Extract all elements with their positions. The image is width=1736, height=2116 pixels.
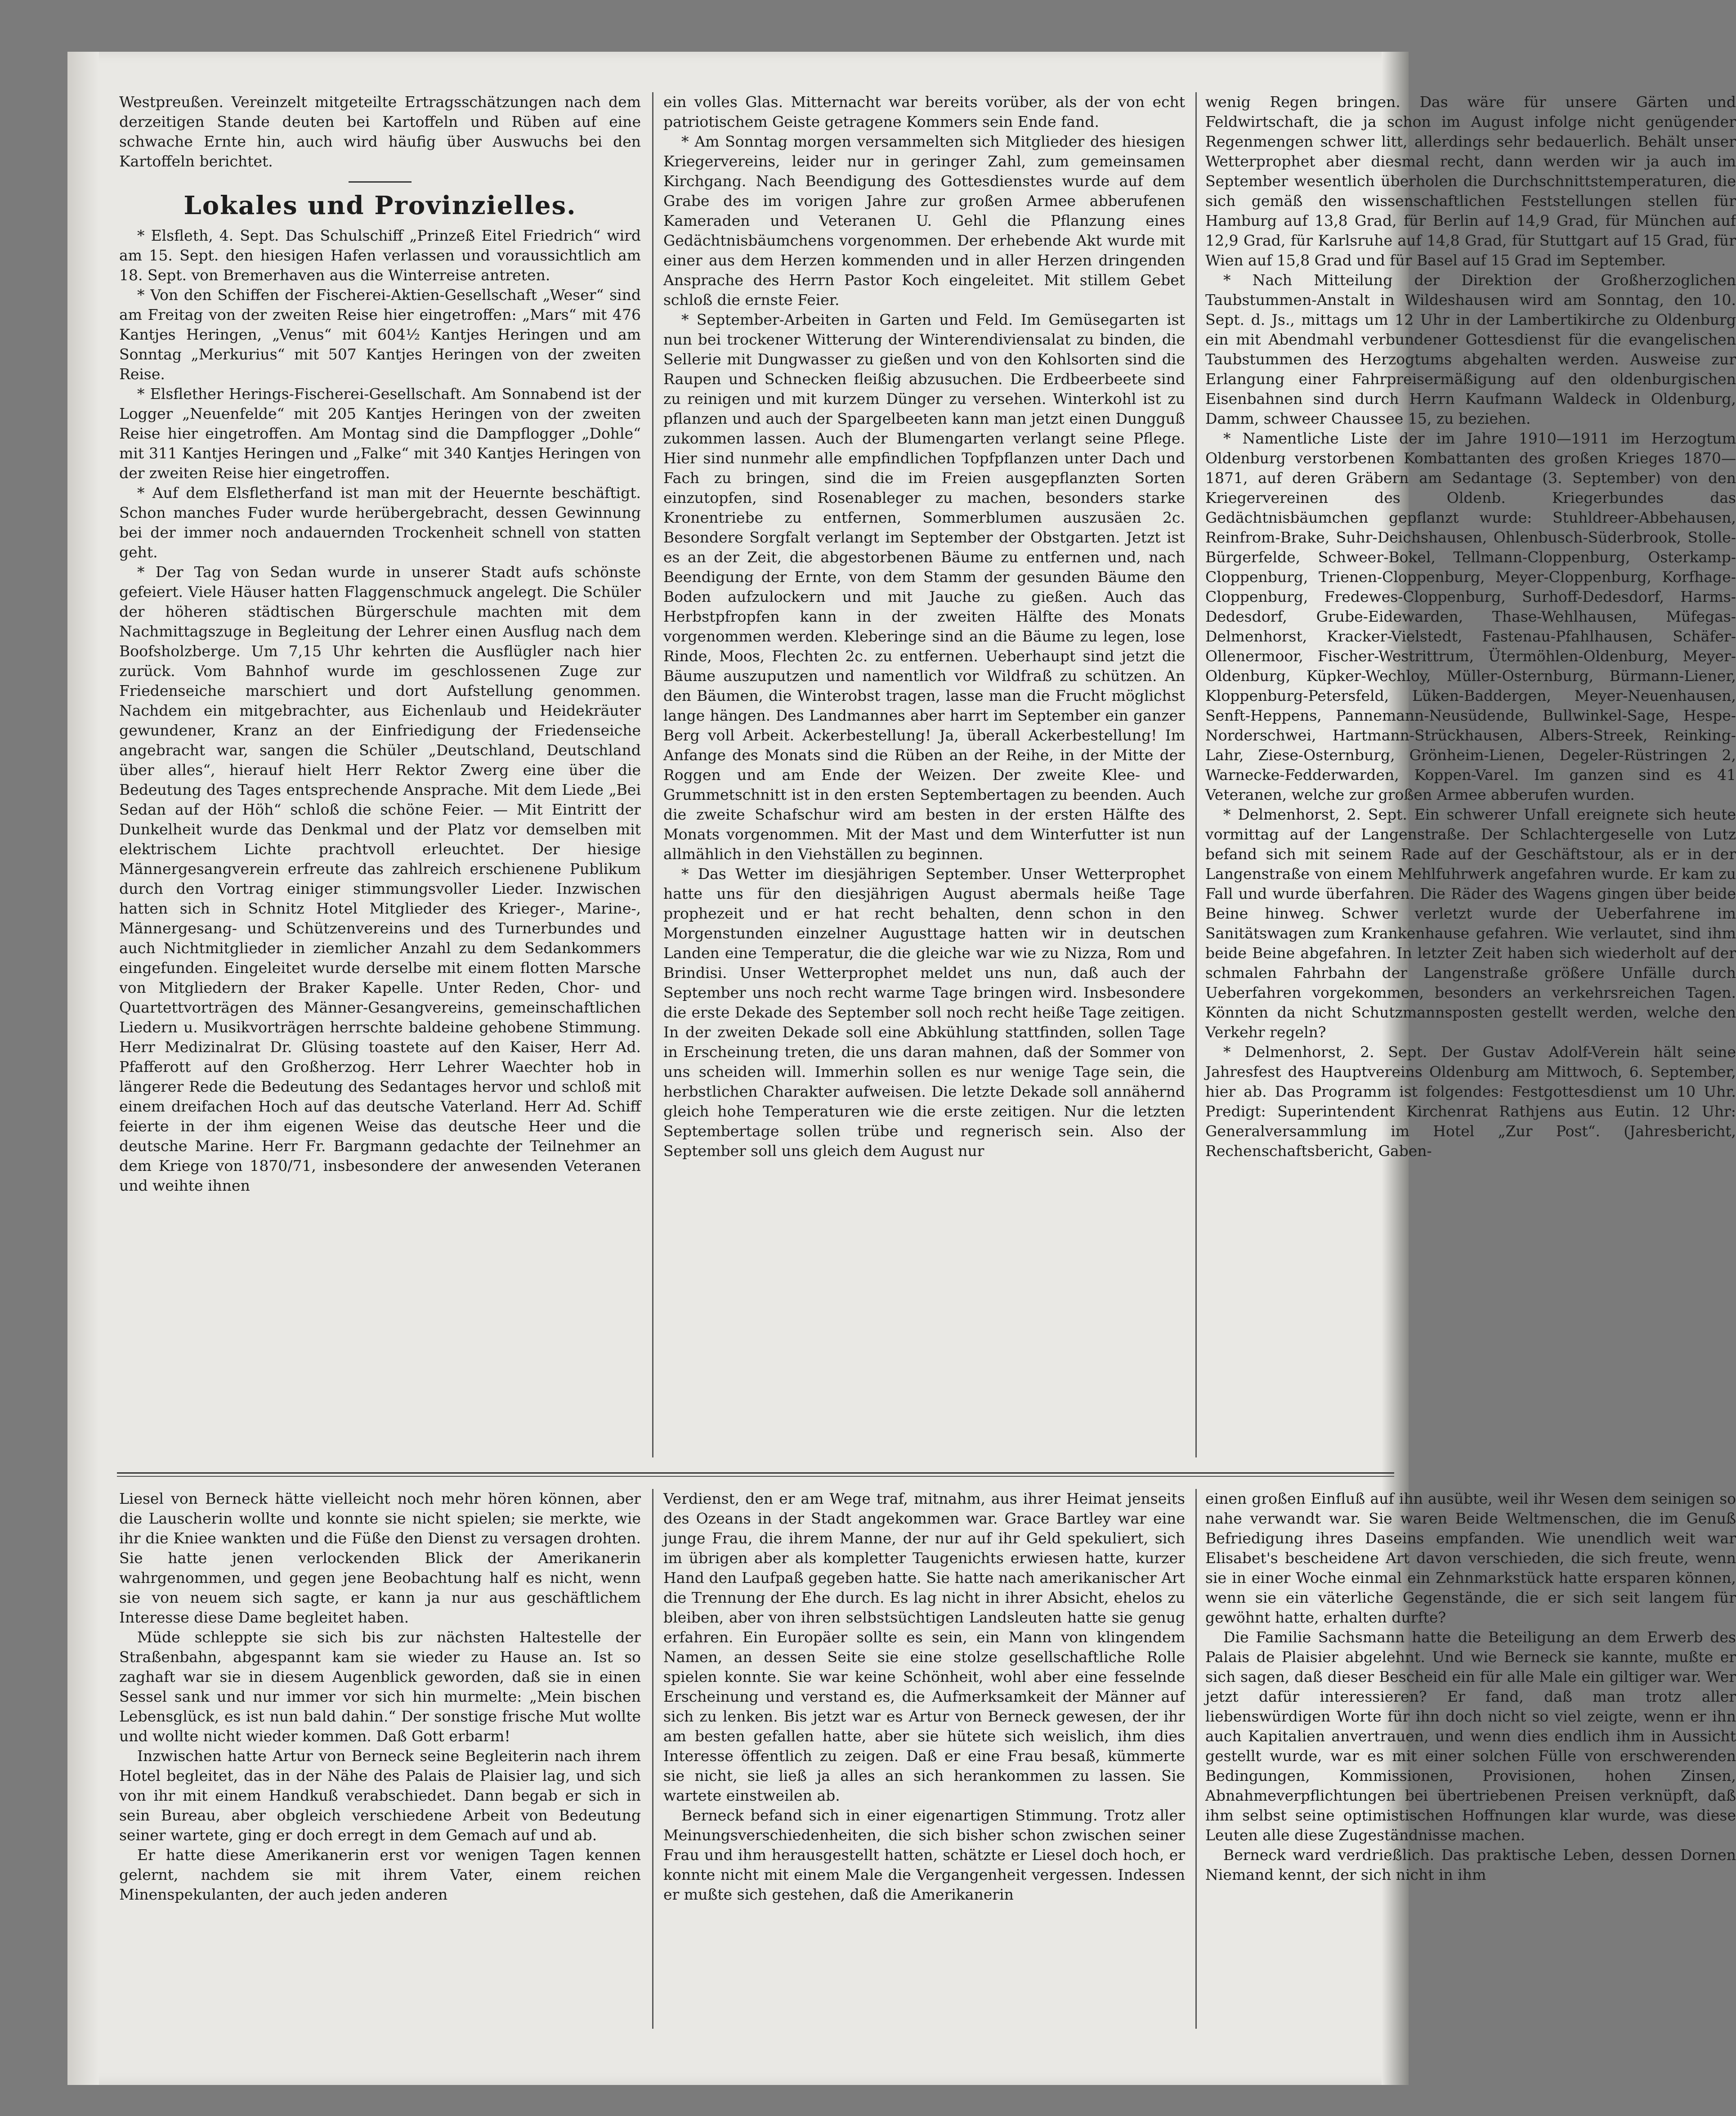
article-paragraph: * Namentliche Liste der im Jahre 1910—1911 im Herzogtum Oldenburg verstorbenen Kombattanten des großen Krieges 1870—1871, auf deren Gräbern am Sedantage (3. September) von den Kriegervereinen des Oldenb. Kriegerbundes das Gedächtnisbäumchen gepflanzt wurde: Stuhldreer-Abbehausen, Reinfrom-Brake, Suhr-Deichshausen, Ohlenbusch-Süderbrook, Stolle-Bürgerfelde, Schweer-Bokel, Tellmann-Cloppenburg, Osterkamp-Cloppenburg, Trienen-Cloppenburg, Meyer-Cloppenburg, Korfhage-Cloppenburg, Fredewes-Cloppenburg, Surhoff-Dedesdorf, Harms-Dedesdorf, Grube-Eidewarden, Thase-Wehlhausen, Müfegas-Delmenhorst, Kracker-Vielstedt, Fastenau-Pfahlhausen, Schäfer-Ollenermoor, Fischer-Westrittrum, Ütermöhlen-Oldenburg, Meyer-Oldenburg, Küpker-Wechloy, Müller-Osternburg, Bürmann-Liener, Kloppenburg-Petersfeld, Lüken-Baddergen, Meyer-Neuenhausen, Senft-Heppens, Pannemann-Neusüdende, Bullwinkel-Sage, Hespe-Norderschwei, Hartmann-Strückhausen, Albers-Streek, Reinking-Lahr, Ziese-Osternburg, Grönheim-Lienen, Degeler-Rüstringen 2, Warnecke-Fedderwarden, Koppen-Varel. Im ganzen sind es 41 Veteranen, welche zur großen Armee abberufen wurden.: [1205, 430, 1736, 803]
article-paragraph: * Auf dem Elsfletherfand ist man mit der Heuernte beschäftigt. Schon manches Fuder wurde herübergebracht, dessen Gewinnung bei der immer noch andauernden Trockenheit schnell von statten geht.: [119, 484, 641, 561]
article-paragraph: Westpreußen. Vereinzelt mitgeteilte Ertragsschätzungen nach dem derzeitigen Stande deuten bei Kartoffeln und Rüben auf eine schwache Ernte hin, auch wird häufig über Auswuchs bei den Kartoffeln berichtet.: [119, 93, 641, 170]
article-paragraph: * Delmenhorst, 2. Sept. Ein schwerer Unfall ereignete sich heute vormittag auf der Langenstraße. Der Schlachtergeselle von Lutz befand sich mit seinem Rade auf der Geschäftstour, als er in der Langenstraße von einem Mehlfuhrwerk angefahren wurde. Er kam zu Fall und wurde überfahren. Die Räder des Wagens gingen über beide Beine hinweg. Schwer verletzt wurde der Ueberfahrene im Sanitätswagen zum Krankenhause gefahren. Wie verlautet, sind ihm beide Beine abgefahren. In letzter Zeit haben sich wiederholt auf der schmalen Fahrbahn der Langenstraße größere Unfälle durch Ueberfahren vorgekommen, besonders an verkehrsreichen Tagen. Könnten da nicht Schutzmannsposten gestellt werden, welche den Verkehr regeln?: [1205, 806, 1736, 1041]
article-paragraph: ein volles Glas. Mitternacht war bereits vorüber, als der von echt patriotischem Geiste getragene Kommers sein Ende fand.: [663, 93, 1185, 130]
upper-column-2: [663, 92, 1185, 1457]
article-paragraph: * Delmenhorst, 2. Sept. Der Gustav Adolf-Verein hält seine Jahresfest des Hauptvereins Oldenburg am Mittwoch, 6. September, hier ab. Das Programm ist folgendes: Festgottesdienst um 10 Uhr. Predigt: Superintendent Kirchenrat Rathjens aus Eutin. 12 Uhr: Generalversammlung im Hotel „Zur Post“. (Jahresbericht, Rechenschaftsbericht, Gaben-: [1205, 1043, 1736, 1160]
article-paragraph: Er hatte diese Amerikanerin erst vor wenigen Tagen kennen gelernt, nachdem sie mit ihrem Vater, einem reichen Minenspekulanten, der auch jeden anderen: [119, 1846, 641, 1903]
article-paragraph: * Von den Schiffen der Fischerei-Aktien-Gesellschaft „Weser“ sind am Freitag von der zweiten Reise hier eingetroffen: „Mars“ mit 476 Kantjes Heringen, „Venus“ mit 604½ Kantjes Heringen und am Sonntag „Merkurius“ mit 507 Kantjes Heringen von der zweiten Reise.: [119, 286, 641, 383]
article-paragraph: Liesel von Berneck hätte vielleicht noch mehr hören können, aber die Lauscherin wollte und konnte sie nicht spielen; sie merkte, wie ihr die Kniee wankten und die Füße den Dienst zu versagen drohten. Sie hatte jenen verlockenden Blick der Amerikanerin wahrgenommen, und gegen jene Beobachtung half es nicht, wenn sie von neuem sich sagte, er kann ja nur aus geschäftlichem Interesse diese Dame begleitet haben.: [119, 1490, 641, 1626]
column-rule: [652, 92, 653, 1457]
column-rule: [1195, 92, 1197, 1457]
newspaper-page: [67, 52, 1736, 2085]
article-paragraph: Berneck ward verdrießlich. Das praktische Leben, dessen Dornen Niemand kennt, der sich nicht in ihm: [1205, 1846, 1736, 1883]
lower-column-1: [119, 1489, 641, 2029]
column-rule: [1195, 1489, 1197, 2029]
upper-column-3: [1205, 92, 1736, 1457]
column-rule: [652, 1489, 653, 2029]
lower-column-2: [663, 1489, 1185, 2029]
article-paragraph: wenig Regen bringen. Das wäre für unsere Gärten und Feldwirtschaft, die ja schon im August infolge nicht genügender Regenmengen schwer litt, allerdings sehr bedauerlich. Behält unser Wetterprophet aber diesmal recht, dann werden wir ja auch im September wesentlich überholen die Durchschnittstemperaturen, die sich gemäß den wissenschaftlichen Feststellungen stellen für Hamburg auf 13,8 Grad, für Berlin auf 14,9 Grad, für München auf 12,9 Grad, für Karlsruhe auf 14,8 Grad, für Stuttgart auf 15 Grad, für Wien auf 15,8 Grad und für Basel auf 15 Grad im September.: [1205, 93, 1736, 269]
section-divider-thin: [117, 1476, 1394, 1477]
article-paragraph: Die Familie Sachsmann hatte die Beteiligung an dem Erwerb des Palais de Plaisier abgelehnt. Und wie Berneck sie kannte, mußte er sich sagen, daß dieser Bescheid ein für alle Male ein giltiger war. Wer jetzt dafür interessieren? Er fand, daß man trotz aller liebenswürdigen Worte für ihn doch nicht so viel zeigte, wenn er ihn auch Kapitalien anvertrauen, und wenn dies endlich ihm in Aussicht gestellt wurde, war es mit einer solchen Fülle von erschwerenden Bedingungen, Kommissionen, Provisionen, hohen Zinsen, Abnahmeverpflichtungen bei übertriebenen Preisen verknüpft, daß ihm selbst seine optimistischen Hoffnungen klar wurde, was diese Leuten alle diese Zugeständnisse machen.: [1205, 1628, 1736, 1844]
binding-shadow: [67, 52, 99, 2085]
lower-column-3: [1205, 1489, 1736, 2029]
article-paragraph: einen großen Einfluß auf ihn ausübte, weil ihr Wesen dem seinigen so nahe verwandt war. Sie waren Beide Weltmenschen, die im Genuß Befriedigung ihres Daseins empfanden. Wie unendlich weit war Elisabet's bescheidene Art davon verschieden, die sich freute, wenn sie in einer Woche einmal ein Zehnmarkstück hatte ersparen können, wenn sie ein väterliche Gegenstände, die er sich seit langem für gewöhnt hatte, erhalten durfte?: [1205, 1490, 1736, 1626]
ornament-rule: [349, 181, 412, 183]
section-divider: [117, 1472, 1394, 1474]
article-paragraph: Verdienst, den er am Wege traf, mitnahm, aus ihrer Heimat jenseits des Ozeans in der Stadt angekommen war. Grace Bartley war eine junge Frau, die ihrem Manne, der nur auf ihr Geld spekuliert, sich im übrigen aber als kompletter Taugenichts erwiesen hatte, kurzer Hand den Laufpaß gegeben hatte. Sie hatte nach amerikanischer Art die Trennung der Ehe durch. Es lag nicht in ihrer Absicht, ehelos zu bleiben, aber von ihren selbstsüchtigen Landsleuten hatte sie genug erfahren. Ein Europäer sollte es sein, ein Mann von klingendem Namen, an dessen Seite sie eine stolze gesellschaftliche Rolle spielen konnte. Sie war keine Schönheit, wohl aber eine fesselnde Erscheinung und verstand es, die Aufmerksamkeit der Männer auf sich zu lenken. Bis jetzt war es Artur von Berneck gewesen, der ihr am besten gefallen hatte, aber sie hütete sich weislich, ihm dies Interesse öffentlich zu zeigen. Daß er eine Frau besaß, kümmerte sie nicht, sie ließ ja alles an sich herankommen zu lassen. Sie wartete einstweilen ab.: [663, 1490, 1185, 1804]
article-paragraph: * September-Arbeiten in Garten und Feld. Im Gemüsegarten ist nun bei trockener Witterung der Winterendiviensalat zu binden, die Sellerie mit Dungwasser zu gießen und von den Kohlsorten sind die Raupen und Schnecken fleißig abzusuchen. Die Erdbeerbeete sind zu reinigen und mit kurzem Dünger zu versehen. Winterkohl ist zu pflanzen und auch der Spargelbeeten kann man jetzt einen Dungguß zukommen lassen. Auch der Blumengarten verlangt seine Pflege. Hier sind nunmehr alle empfindlichen Topfpflanzen unter Dach und Fach zu bringen, sind die im Freien ausgepflanzten Sorten einzutopfen, sind Rosenableger zu machen, besonders starke Kronentriebe zu entfernen, Sommerblumen auszusäen 2c. Besondere Sorgfalt verlangt im September der Obstgarten. Jetzt ist es an der Zeit, die abgestorbenen Bäume zu entfernen und, nach Beendigung der Ernte, von dem Stamm der gesunden Bäume den Boden aufzulockern und mit Jauche zu gießen. Auch das Herbstpfropfen kann in der zweiten Hälfte des Monats vorgenommen werden. Kleberinge sind an die Bäume zu legen, lose Rinde, Moos, Flechten 2c. zu entfernen. Ueberhaupt sind jetzt die Bäume auszuputzen und namentlich vor Wildfraß zu schützen. An den Bäumen, die Winterobst tragen, lasse man die Frucht möglichst lange hängen. Des Landmannes aber harrt im September ein ganzer Berg voll Arbeit. Ackerbestellung! Ja, überall Ackerbestellung! Im Anfange des Monats sind die Rüben an der Reihe, in der Mitte der Roggen und am Ende der Weizen. Der zweite Klee- und Grummetschnitt ist in den ersten Septembertagen zu beenden. Auch die zweite Schafschur wird am besten in der ersten Hälfte des Monats vorgenommen. Mit der Mast und dem Winterfutter ist nun allmählich in den Viehställen zu beginnen.: [663, 311, 1185, 863]
article-paragraph: * Elsflether Herings-Fischerei-Gesellschaft. Am Sonnabend ist der Logger „Neuenfelde“ mit 205 Kantjes Heringen von der zweiten Reise hier eingetroffen. Am Montag sind die Dampflogger „Dohle“ mit 311 Kantjes Heringen und „Falke“ mit 340 Kantjes Heringen von der zweiten Reise hier eingetroffen.: [119, 385, 641, 482]
article-paragraph: * Elsfleth, 4. Sept. Das Schulschiff „Prinzeß Eitel Friedrich“ wird am 15. Sept. den hiesigen Hafen verlassen und voraussichtlich am 18. Sept. von Bremerhaven aus die Winterreise antreten.: [119, 227, 641, 284]
article-paragraph: Berneck befand sich in einer eigenartigen Stimmung. Trotz aller Meinungsverschiedenheiten, die sich bisher schon zwischen seiner Frau und ihm herausgestellt hatten, schätzte er Liesel doch hoch, er konnte nicht mit einem Male die Vergangenheit vergessen. Indessen er mußte sich gestehen, daß die Amerikanerin: [663, 1807, 1185, 1903]
article-paragraph: * Am Sonntag morgen versammelten sich Mitglieder des hiesigen Kriegervereins, leider nur in geringer Zahl, zum gemeinsamen Kirchgang. Nach Beendigung des Gottesdienstes wurde auf dem Grabe des im vorigen Jahre zur großen Armee abberufenen Kameraden und Veteranen U. Gehl die Pflanzung eines Gedächtnisbäumchens vorgenommen. Der erhebende Akt wurde mit einer aus dem Herzen kommenden und in aller Herzen dringenden Ansprache des Herrn Pastor Koch eingeleitet. Mit stillem Gebet schloß die ernste Feier.: [663, 133, 1185, 309]
article-paragraph: Müde schleppte sie sich bis zur nächsten Haltestelle der Straßenbahn, abgespannt kam sie wieder zu Hause an. Ist so zaghaft war sie in diesem Augenblick geworden, daß sie in einen Sessel sank und nur immer vor sich hin murmelte: „Mein bischen Lebensglück, es ist nun bald dahin.“ Der sonstige frische Mut wollte und wollte nicht wieder kommen. Daß Gott erbarm!: [119, 1628, 641, 1745]
section-heading: Lokales und Provinzielles.: [183, 191, 577, 220]
article-paragraph: * Der Tag von Sedan wurde in unserer Stadt aufs schönste gefeiert. Viele Häuser hatten Flaggenschmuck angelegt. Die Schüler der höheren städtischen Bürgerschule machten mit dem Nachmittagszuge in Begleitung der Lehrer einen Ausflug nach dem Boofsholzberge. Um 7,15 Uhr kehrten die Ausflügler nach hier zurück. Vom Bahnhof wurde im geschlossenen Zuge zur Friedenseiche marschiert und dort Aufstellung genommen. Nachdem ein mitgebrachter, aus Eichenlaub und Heidekräuter gewundener, Kranz an der Einfriedigung der Friedenseiche angebracht war, sangen die Schüler „Deutschland, Deutschland über alles“, hierauf hielt Herr Rektor Zwerg eine über die Bedeutung des Tages entsprechende Ansprache. Mit dem Liede „Bei Sedan auf der Höh“ schloß die schöne Feier. — Mit Eintritt der Dunkelheit wurde das Denkmal und der Platz vor demselben mit elektrischem Lichte prachtvoll erleuchtet. Der hiesige Männergesangverein erfreute das zahlreich erschienene Publikum durch den Vortrag einiger stimmungsvoller Lieder. Inzwischen hatten sich in Schnitz Hotel Mitglieder des Krieger-, Marine-, Männergesang- und Schützenvereins und des Turnerbundes und auch Nichtmitglieder in ziemlicher Anzahl zu dem Sedankommers eingefunden. Eingeleitet wurde derselbe mit einem flotten Marsche von Mitgliedern der Braker Kapelle. Unter Reden, Chor- und Quartettvorträgen des Männer-Gesangvereins, gemeinschaftlichen Liedern u. Musikvorträgen herrschte baldeine gehobene Stimmung. Herr Medizinalrat Dr. Glüsing toastete auf den Kaiser, Herr Ad. Pfafferott auf den Großherzog. Herr Lehrer Waechter hob in längerer Rede die Bedeutung des Sedantages hervor und schloß mit einem dreifachen Hoch auf das deutsche Vaterland. Herr Ad. Schiff feierte in der ihm eigenen Weise das deutsche Heer und die deutsche Marine. Herr Fr. Bargmann gedachte der Teilnehmer an dem Kriege von 1870/71, insbesondere der anwesenden Veteranen und weihte ihnen: [119, 563, 641, 1194]
article-paragraph: * Das Wetter im diesjährigen September. Unser Wetterprophet hatte uns für den diesjährigen August abermals heiße Tage prophezeit und er hat recht behalten, denn schon in den Morgenstunden einzelner Augusttage hatten wir in deutschen Landen eine Temperatur, die die gleiche war wie zu Nizza, Rom und Brindisi. Unser Wetterprophet meldet uns nun, daß auch der September uns noch recht warme Tage bringen wird. Insbesondere die erste Dekade des September soll noch recht heiße Tage zeitigen. In der zweiten Dekade soll eine Abkühlung stattfinden, sollen Tage in Erscheinung treten, die uns daran mahnen, daß der Sommer von uns scheiden will. Immerhin sollen es nur wenige Tage sein, die herbstlichen Charakter aufweisen. Die letzte Dekade soll annähernd gleich hohe Temperaturen wie die erste zeitigen. Nur die letzten Septembertage sollen trübe und regnerisch sein. Also der September soll uns gleich dem August nur: [663, 865, 1185, 1160]
upper-column-1: [119, 92, 641, 1457]
article-paragraph: * Nach Mitteilung der Direktion der Großherzoglichen Taubstummen-Anstalt in Wildeshausen wird am Sonntag, den 10. Sept. d. Js., mittags um 12 Uhr in der Lambertikirche zu Oldenburg ein mit Abendmahl verbundener Gottesdienst für die evangelischen Taubstummen des Herzogtums abgehalten werden. Ausweise zur Erlangung einer Fahrpreisermäßigung auf den oldenburgischen Eisenbahnen sind durch Herrn Kaufmann Waldeck in Oldenburg, Damm, schweer Chaussee 15, zu beziehen.: [1205, 271, 1736, 427]
article-paragraph: Inzwischen hatte Artur von Berneck seine Begleiterin nach ihrem Hotel begleitet, das in der Nähe des Palais de Plaisier lag, und sich von ihr mit einem Handkuß verabschiedet. Dann begab er sich in sein Bureau, aber obgleich verschiedene Arbeit von Bedeutung seiner wartete, ging er doch erregt in dem Gemach auf und ab.: [119, 1747, 641, 1844]
